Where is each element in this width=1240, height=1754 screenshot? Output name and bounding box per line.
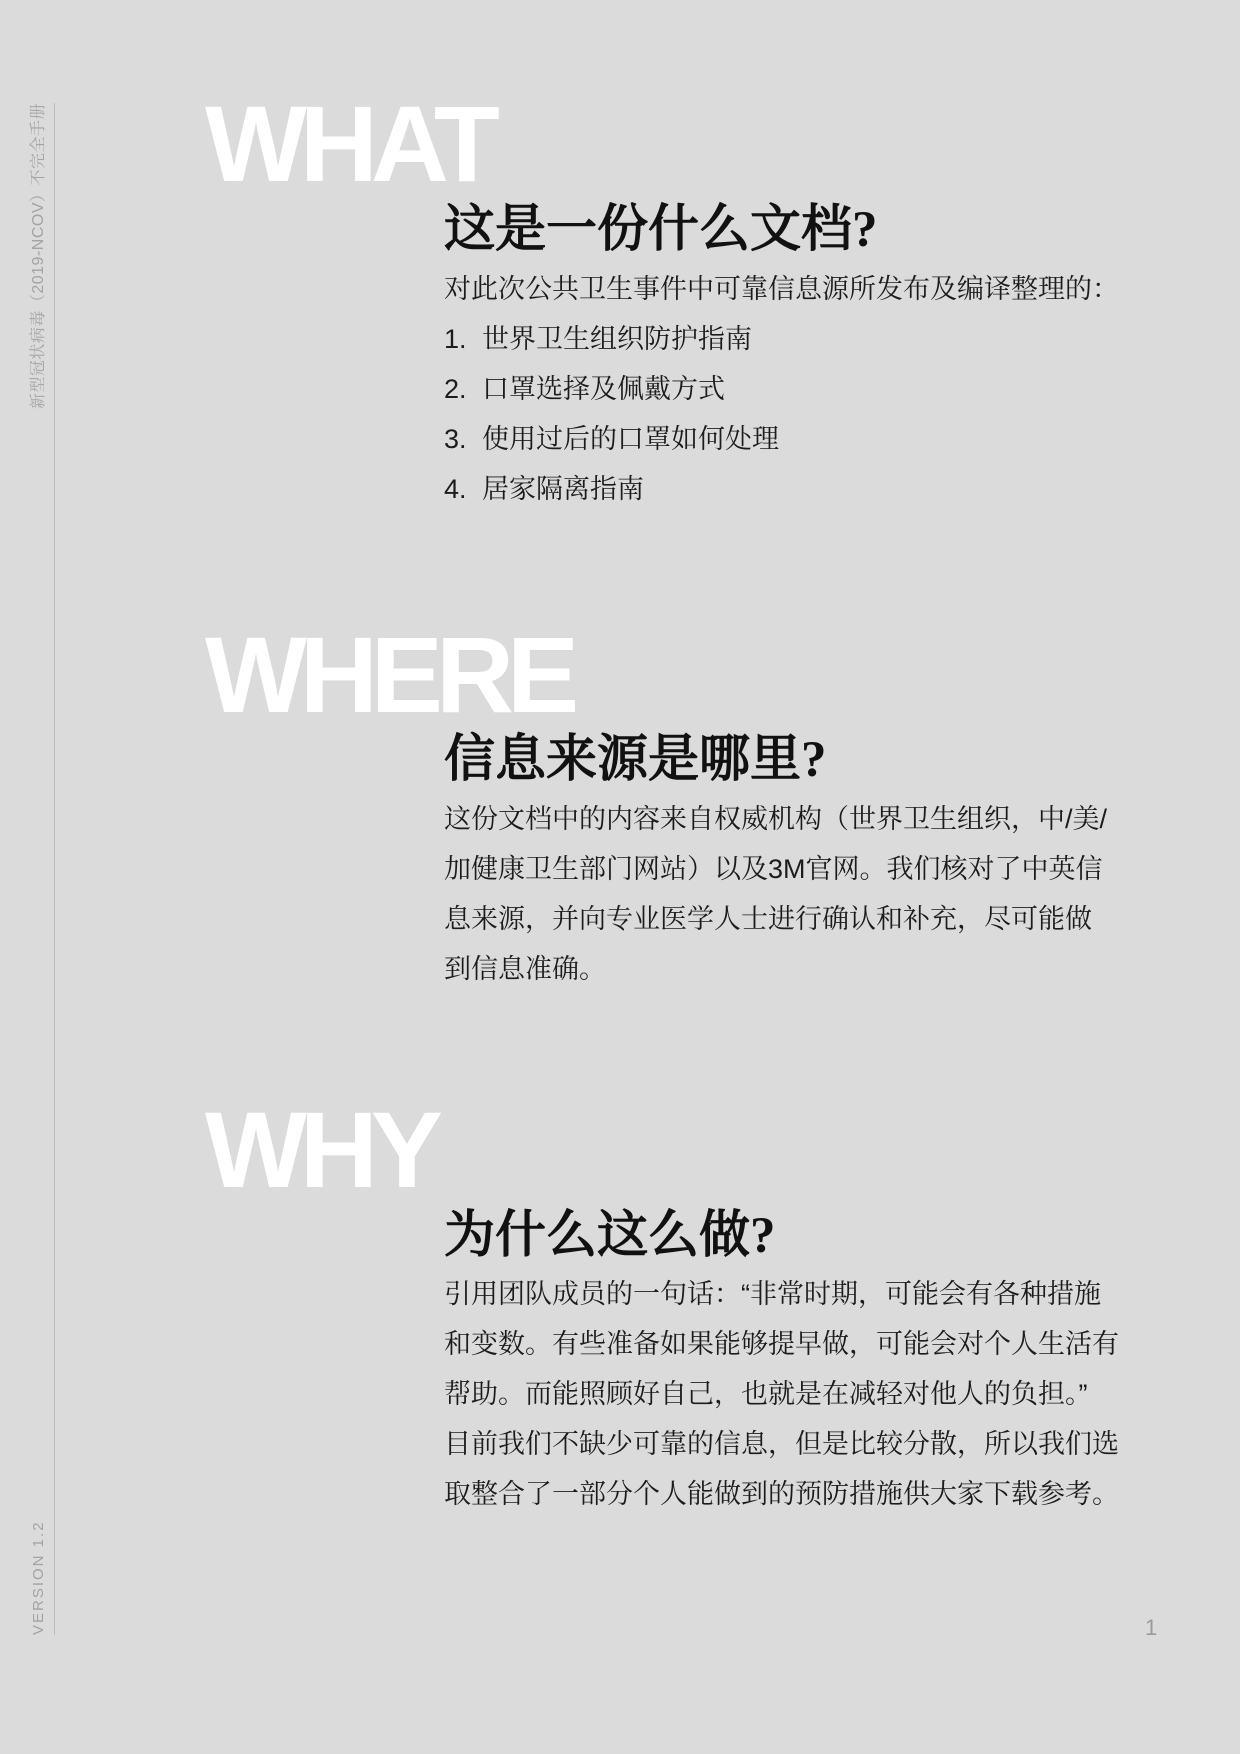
section-what-keyword: WHAT: [205, 83, 493, 204]
list-item-text: 居家隔离指南: [482, 474, 644, 504]
list-item-number: 3.: [444, 424, 467, 454]
list-item: [444, 414, 1204, 464]
list-item-number: 4.: [444, 474, 467, 504]
section-why-heading: 为什么这么做?: [444, 1208, 776, 1264]
list-item-number: 2.: [444, 374, 467, 404]
sidebar-document-title: 新型冠状病毒（2019-NCOV）不完全手册: [30, 103, 47, 410]
paragraph-line: 目前我们不缺少可靠的信息，但是比较分散，所以我们选: [444, 1429, 1119, 1459]
section-why-body: [444, 1269, 1204, 1519]
list-item: [444, 364, 1204, 414]
section-where-heading: 信息来源是哪里?: [444, 732, 827, 788]
section-why-keyword: WHY: [205, 1089, 436, 1210]
list-item: [444, 464, 1204, 514]
list-item-text: 口罩选择及佩戴方式: [482, 374, 725, 404]
paragraph-line: 到信息准确。: [444, 954, 606, 984]
section-what-heading: 这是一份什么文档?: [444, 202, 878, 258]
section-where-keyword: WHERE: [205, 614, 572, 735]
section-where-body: [444, 794, 1204, 994]
paragraph-line: 取整合了一部分个人能做到的预防措施供大家下载参考。: [444, 1479, 1119, 1509]
list-item: [444, 314, 1204, 364]
sidebar-divider: [54, 103, 55, 1635]
sidebar-version-label: VERSION 1.2: [30, 1520, 47, 1635]
list-item-text: 世界卫生组织防护指南: [482, 324, 752, 354]
paragraph-line: 引用团队成员的一句话：“非常时期，可能会有各种措施: [444, 1279, 1101, 1309]
paragraph-line: 这份文档中的内容来自权威机构（世界卫生组织，中/美/: [444, 804, 1108, 834]
section-what-intro: 对此次公共卫生事件中可靠信息源所发布及编译整理的：: [444, 274, 1119, 304]
paragraph-line: 和变数。有些准备如果能够提早做，可能会对个人生活有: [444, 1329, 1119, 1359]
paragraph-line: 加健康卫生部门网站）以及3M官网。我们核对了中英信: [444, 854, 1103, 884]
section-what-body: [444, 264, 1204, 514]
list-item-text: 使用过后的口罩如何处理: [482, 424, 779, 454]
list-item-number: 1.: [444, 324, 467, 354]
paragraph-line: 帮助。而能照顾好自己，也就是在减轻对他人的负担。”: [444, 1379, 1088, 1409]
page-number: 1: [1145, 1615, 1158, 1640]
paragraph-line: 息来源，并向专业医学人士进行确认和补充，尽可能做: [444, 904, 1092, 934]
